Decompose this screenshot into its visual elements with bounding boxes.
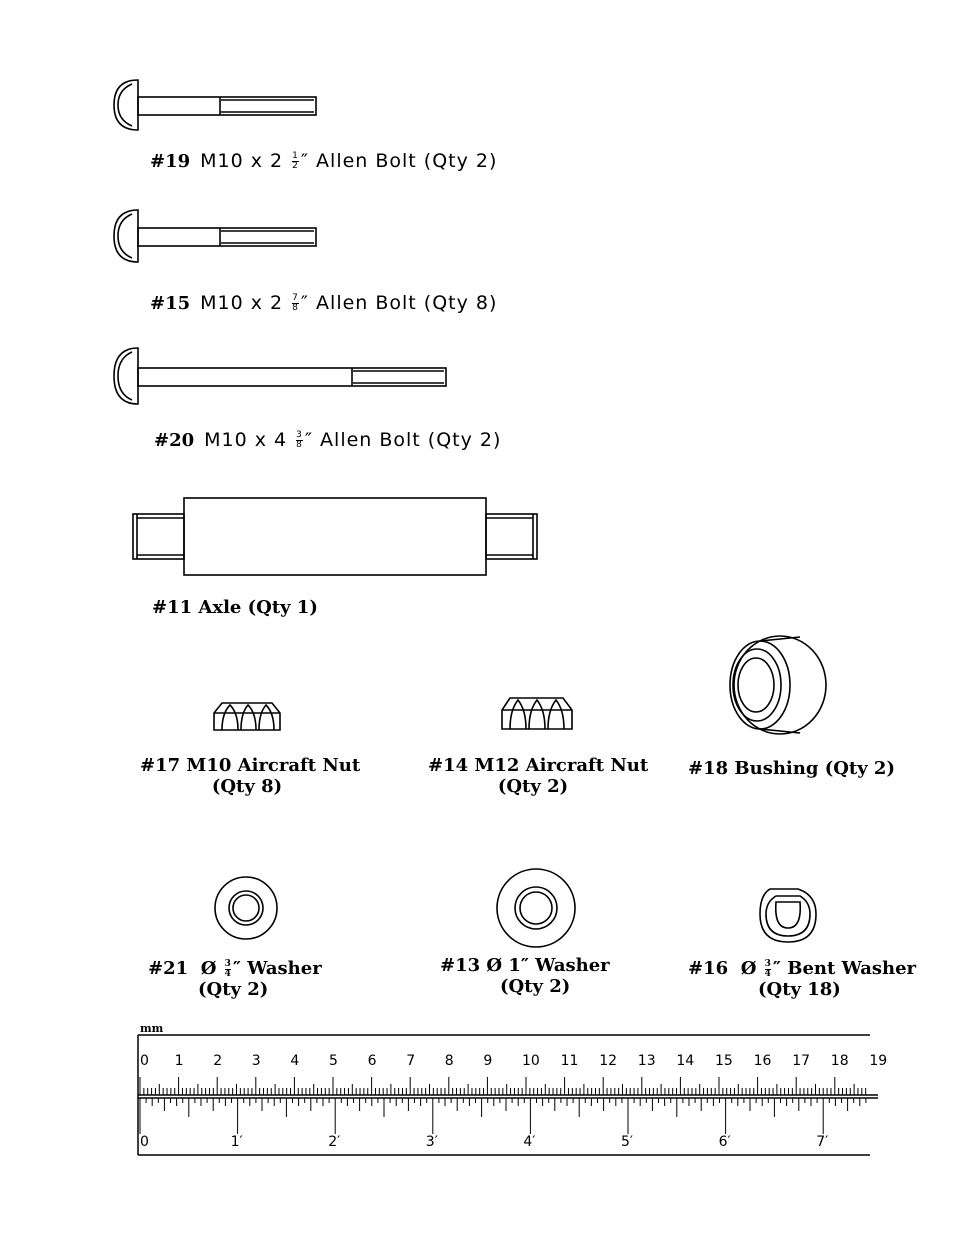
ruler-cm-label: 16 — [753, 1053, 772, 1069]
label-part-13: #13 Ø 1″ Washer (Qty 2) — [440, 955, 610, 997]
ruler-cm-label: 15 — [715, 1053, 733, 1069]
ruler-cm-label: 19 — [869, 1053, 888, 1069]
label-part-20: #20 M10 x 4 $\frac{3}{8}$ ″ Allen Bolt (Qty 2) — [154, 429, 502, 451]
ruler-unit-label: mm — [140, 1022, 164, 1035]
mm-ticks — [140, 1077, 866, 1095]
bent-washer-16-icon — [760, 889, 816, 942]
inch-ticks — [140, 1098, 866, 1134]
ruler-cm-label: 17 — [792, 1053, 811, 1069]
bushing-18-icon — [730, 636, 826, 734]
washer-21-icon — [215, 877, 277, 939]
ruler-inch-label: 1′ — [230, 1134, 243, 1150]
label-part-19: #19 M10 x 2 $\frac{1}{2}$ ″ Allen Bolt (Qty 2) — [150, 150, 498, 172]
label-part-18: #18 Bushing (Qty 2) — [688, 758, 895, 779]
ruler-cm-label: 7 — [406, 1053, 416, 1069]
ruler-cm-label: 4 — [290, 1053, 300, 1069]
bolt-15-icon — [114, 210, 316, 262]
ruler-cm-label: 3 — [251, 1053, 261, 1069]
ruler-cm-label: 11 — [560, 1053, 579, 1069]
washer-13-icon — [497, 869, 575, 947]
label-part-15: #15 M10 x 2 $\frac{7}{8}$ ″ Allen Bolt (Qty 8) — [150, 292, 498, 314]
ruler-cm-label: 14 — [676, 1053, 695, 1069]
axle-11-icon — [133, 498, 537, 575]
label-part-11: #11 Axle (Qty 1) — [152, 597, 318, 618]
label-part-16: #16 Ø $\frac{3}{4}$ ″ Bent Washer (Qty 18) — [688, 958, 917, 1000]
label-part-14: #14 M12 Aircraft Nut (Qty 2) — [428, 755, 649, 797]
ruler-inch-label: 5′ — [621, 1134, 634, 1150]
label-part-17: #17 M10 Aircraft Nut (Qty 8) — [140, 755, 361, 797]
ruler-inch-label: 4′ — [523, 1134, 536, 1150]
ruler-inch-label: 6′ — [718, 1134, 731, 1150]
bolt-20-icon — [114, 348, 446, 404]
ruler-cm-label: 2 — [213, 1053, 223, 1069]
ruler-inch-label: 7′ — [816, 1134, 829, 1150]
nut-17-icon — [214, 703, 280, 730]
ruler-inch-label: 3′ — [425, 1134, 438, 1150]
bolt-19-icon — [114, 80, 316, 130]
ruler-cm-label: 10 — [522, 1053, 540, 1069]
ruler-cm-label: 8 — [444, 1053, 454, 1069]
ruler-inch-label: 2′ — [328, 1134, 341, 1150]
ruler-cm-label: 9 — [483, 1053, 493, 1069]
ruler-cm-label: 1 — [174, 1053, 184, 1069]
ruler-cm-label: 0 — [140, 1053, 149, 1069]
ruler-cm-label: 12 — [599, 1053, 618, 1069]
ruler-cm-label: 18 — [830, 1053, 849, 1069]
ruler-inch-label: 0 — [140, 1134, 149, 1150]
ruler-cm-label: 6 — [367, 1053, 377, 1069]
ruler-cm-label: 13 — [637, 1053, 656, 1069]
label-part-21: #21 Ø $\frac{3}{4}$ ″ Washer (Qty 2) — [148, 958, 322, 1000]
ruler-cm-label: 5 — [329, 1053, 338, 1069]
nut-14-icon — [502, 698, 572, 729]
